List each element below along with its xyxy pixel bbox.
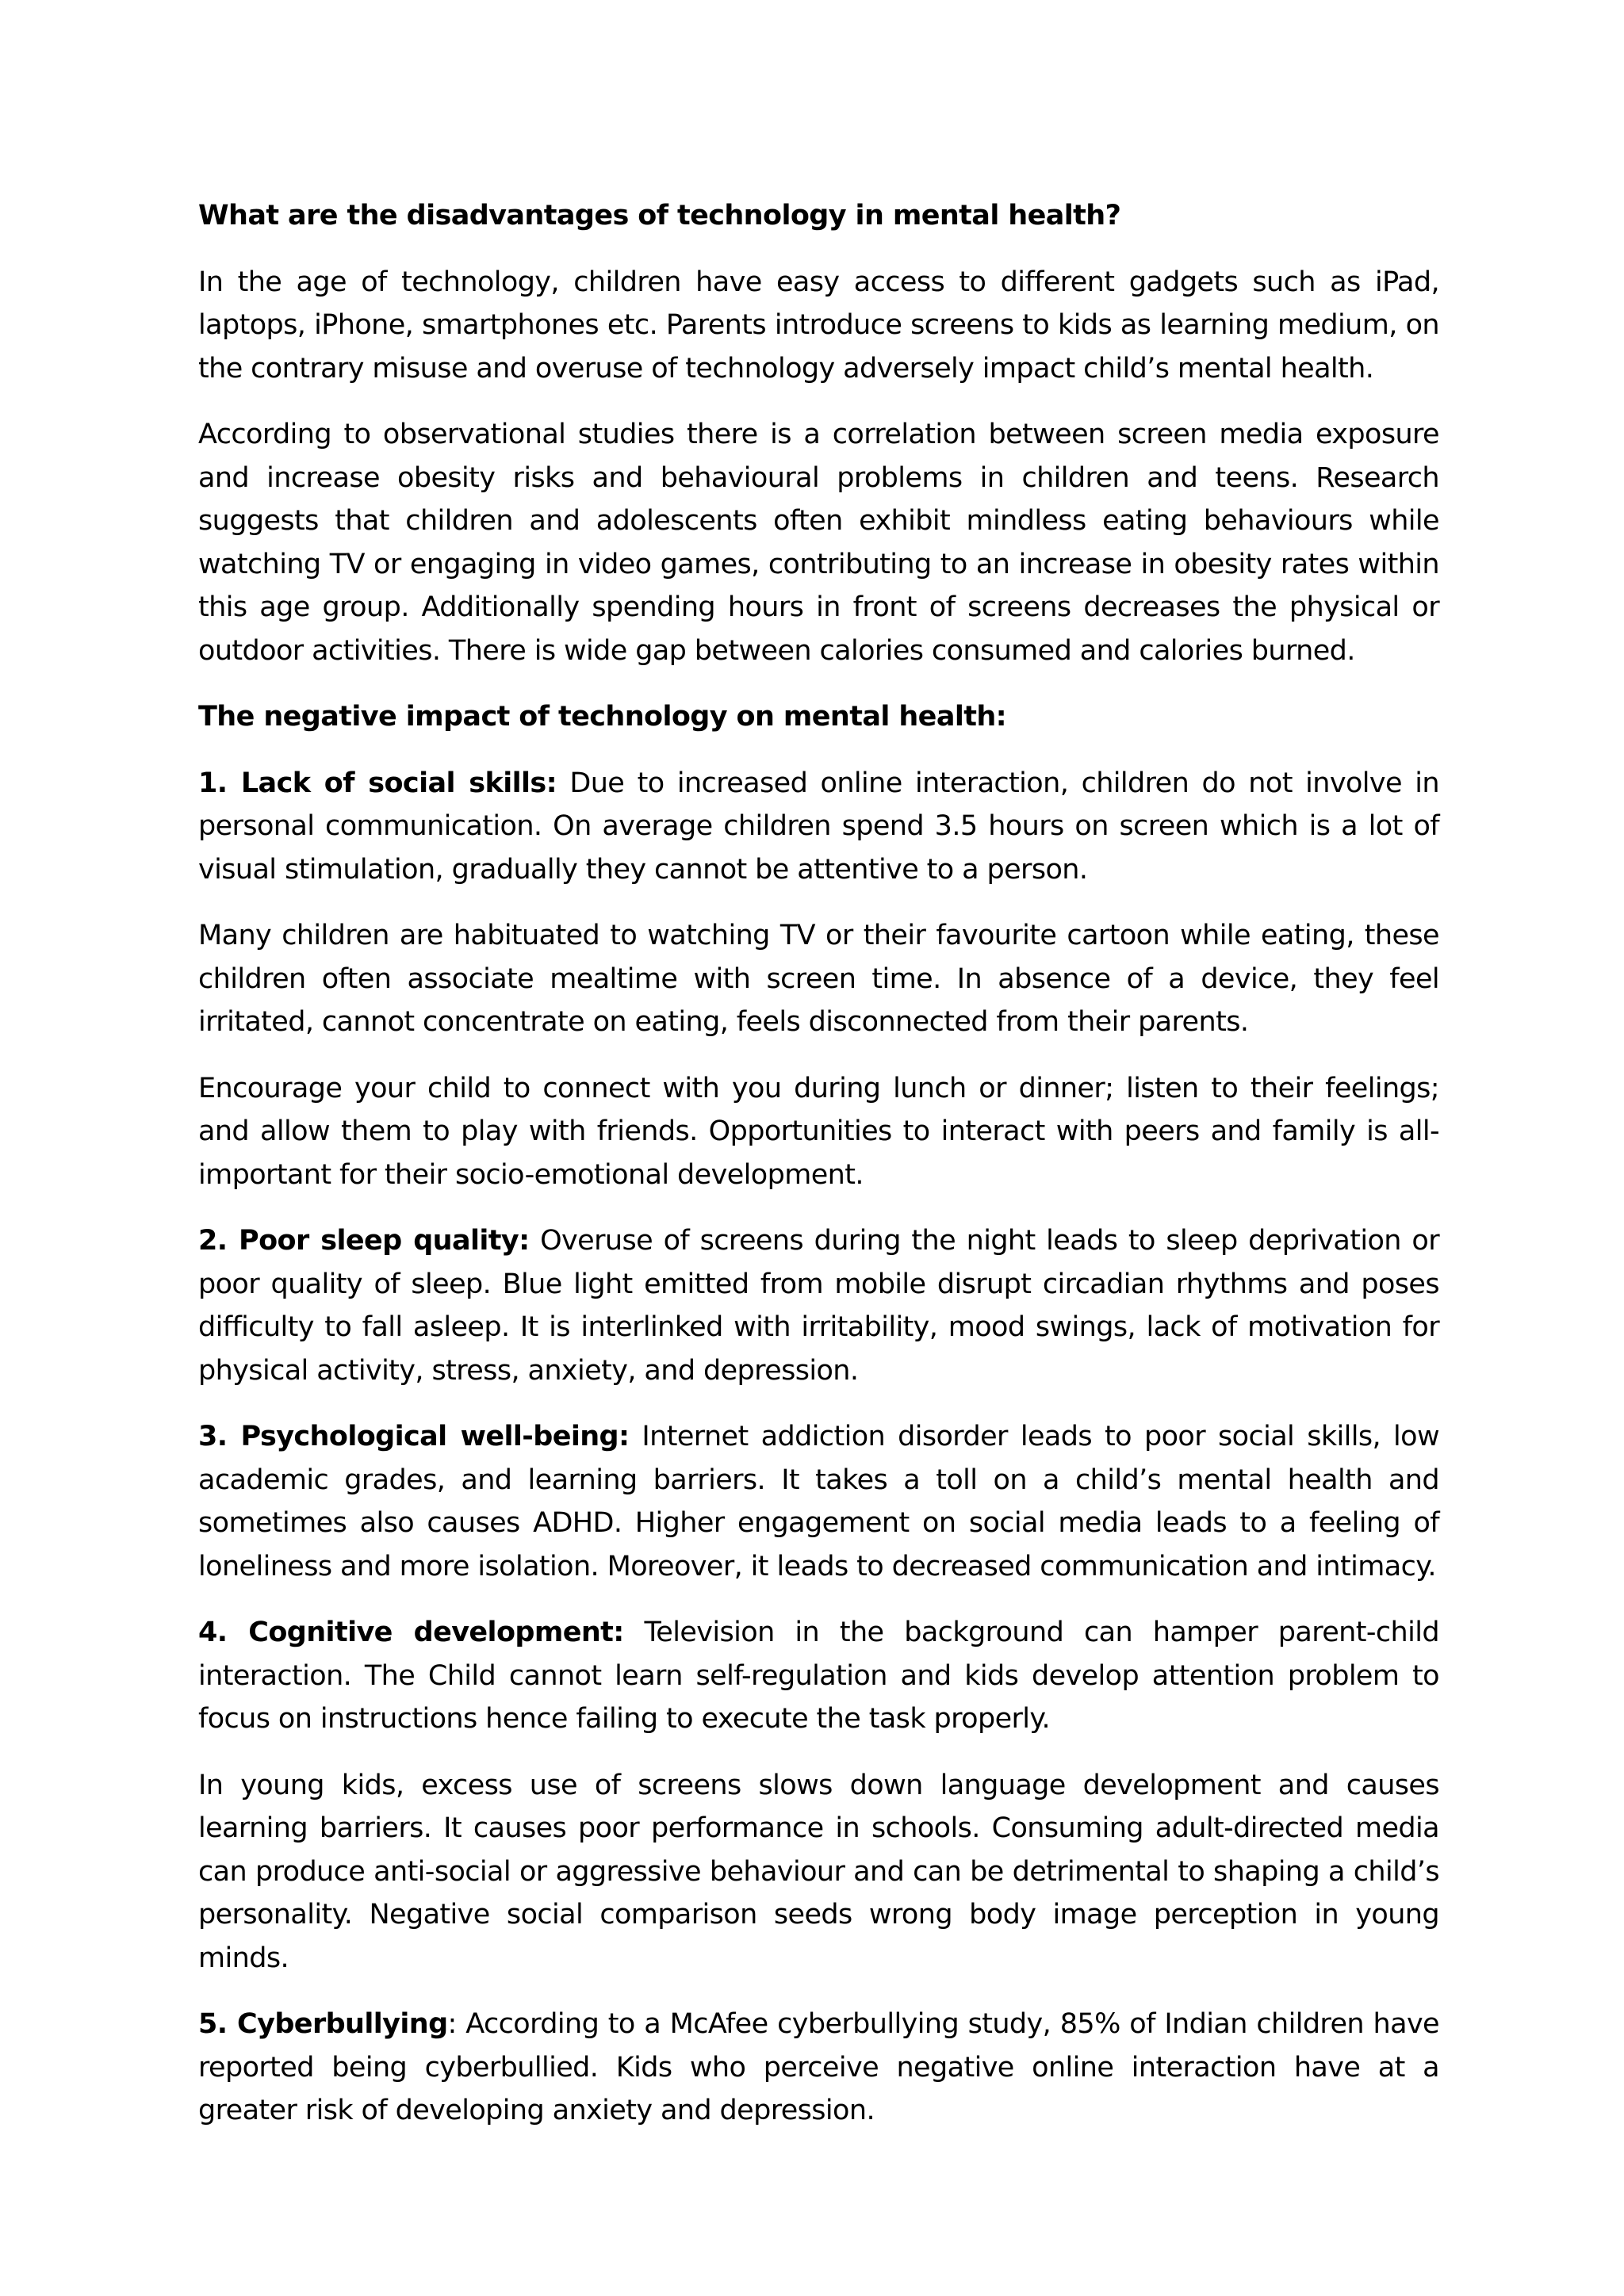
- point-cyberbullying-title: 5. Cyberbullying: [198, 2008, 448, 2040]
- point-cognitive: [198, 1611, 1439, 1741]
- intro-paragraph: In the age of technology, children have easy access to different gadgets such as iPad, laptops, iPhone, smartphones etc. Parents introduce screens to kids as learning medium, on the contrary misuse and overuse of technology adversely impact child’s mental health.: [198, 266, 1439, 385]
- point-cyberbullying-text: : According to a McAfee cyberbullying study, 85% of Indian children have reported being cyberbullied. Kids who perceive negative online interaction have at a greater risk of developing anxiety and depression.: [198, 2008, 1439, 2126]
- point-social-skills: [198, 762, 1439, 892]
- point-social-skills-text: Due to increased online interaction, children do not involve in personal communication. On average children spend 3.5 hours on screen which is a lot of visual stimulation, gradually they cannot be attentive to a person.: [198, 767, 1440, 886]
- point-cognitive-text: Television in the background can hamper parent-child interaction. The Child cannot learn self-regulation and kids develop attention problem to focus on instructions hence failing to execute the task properly.: [198, 1617, 1439, 1735]
- observational-paragraph: According to observational studies there is a correlation between screen media exposure and increase obesity risks and behavioural problems in children and teens. Research suggests that children and adolescents often exhibit mindless eating behaviours while watching TV or engaging in video games, contributing to an increase in obesity rates within this age group. Additionally spending hours in front of screens decreases the physical or outdoor activities. There is wide gap between calories consumed and calories burned.: [198, 419, 1439, 667]
- point-social-skills-title: 1. Lack of social skills:: [198, 767, 557, 799]
- point-psychological-title: 3. Psychological well-being:: [198, 1421, 630, 1452]
- point-sleep-quality-text: Overuse of screens during the night leads to sleep deprivation or poor quality of sleep. Blue light emitted from mobile disrupt circadian rhythms and poses difficulty to fall asleep. It is interlinked with irritability, mood swings, lack of motivation for physical activity, stress, anxiety, and depression.: [198, 1225, 1439, 1387]
- point-cyberbullying: [198, 2003, 1439, 2133]
- negative-impact-heading: The negative impact of technology on mental health:: [198, 701, 1007, 733]
- point-sleep-quality: [198, 1219, 1439, 1392]
- point-cognitive-title: 4. Cognitive development:: [198, 1617, 624, 1648]
- point-sleep-quality-title: 2. Poor sleep quality:: [198, 1225, 530, 1257]
- point-psychological-text: Internet addiction disorder leads to poor social skills, low academic grades, and learning barriers. It takes a toll on a child’s mental health and sometimes also causes ADHD. Higher engagement on social media leads to a feeling of loneliness and more isolation. Moreover, it leads to decreased communication and intimacy.: [198, 1421, 1440, 1582]
- point-psychological: [198, 1415, 1439, 1588]
- language-development-paragraph: In young kids, excess use of screens slows down language development and causes learning barriers. It causes poor performance in schools. Consuming adult-directed media can produce anti-social or aggressive behaviour and can be detrimental to shaping a child’s personality. Negative social comparison seeds wrong body image perception in young minds.: [198, 1769, 1439, 1974]
- mealtime-paragraph: Many children are habituated to watching TV or their favourite cartoon while eating, these children often associate mealtime with screen time. In absence of a device, they feel irritated, cannot concentrate on eating, feels disconnected from their parents.: [198, 920, 1439, 1038]
- document-page: [198, 194, 1439, 2156]
- question-heading: What are the disadvantages of technology in mental health?: [198, 200, 1121, 232]
- encourage-paragraph: Encourage your child to connect with you during lunch or dinner; listen to their feelings; and allow them to play with friends. Opportunities to interact with peers and family is all-important for their socio-emotional development.: [198, 1072, 1439, 1191]
